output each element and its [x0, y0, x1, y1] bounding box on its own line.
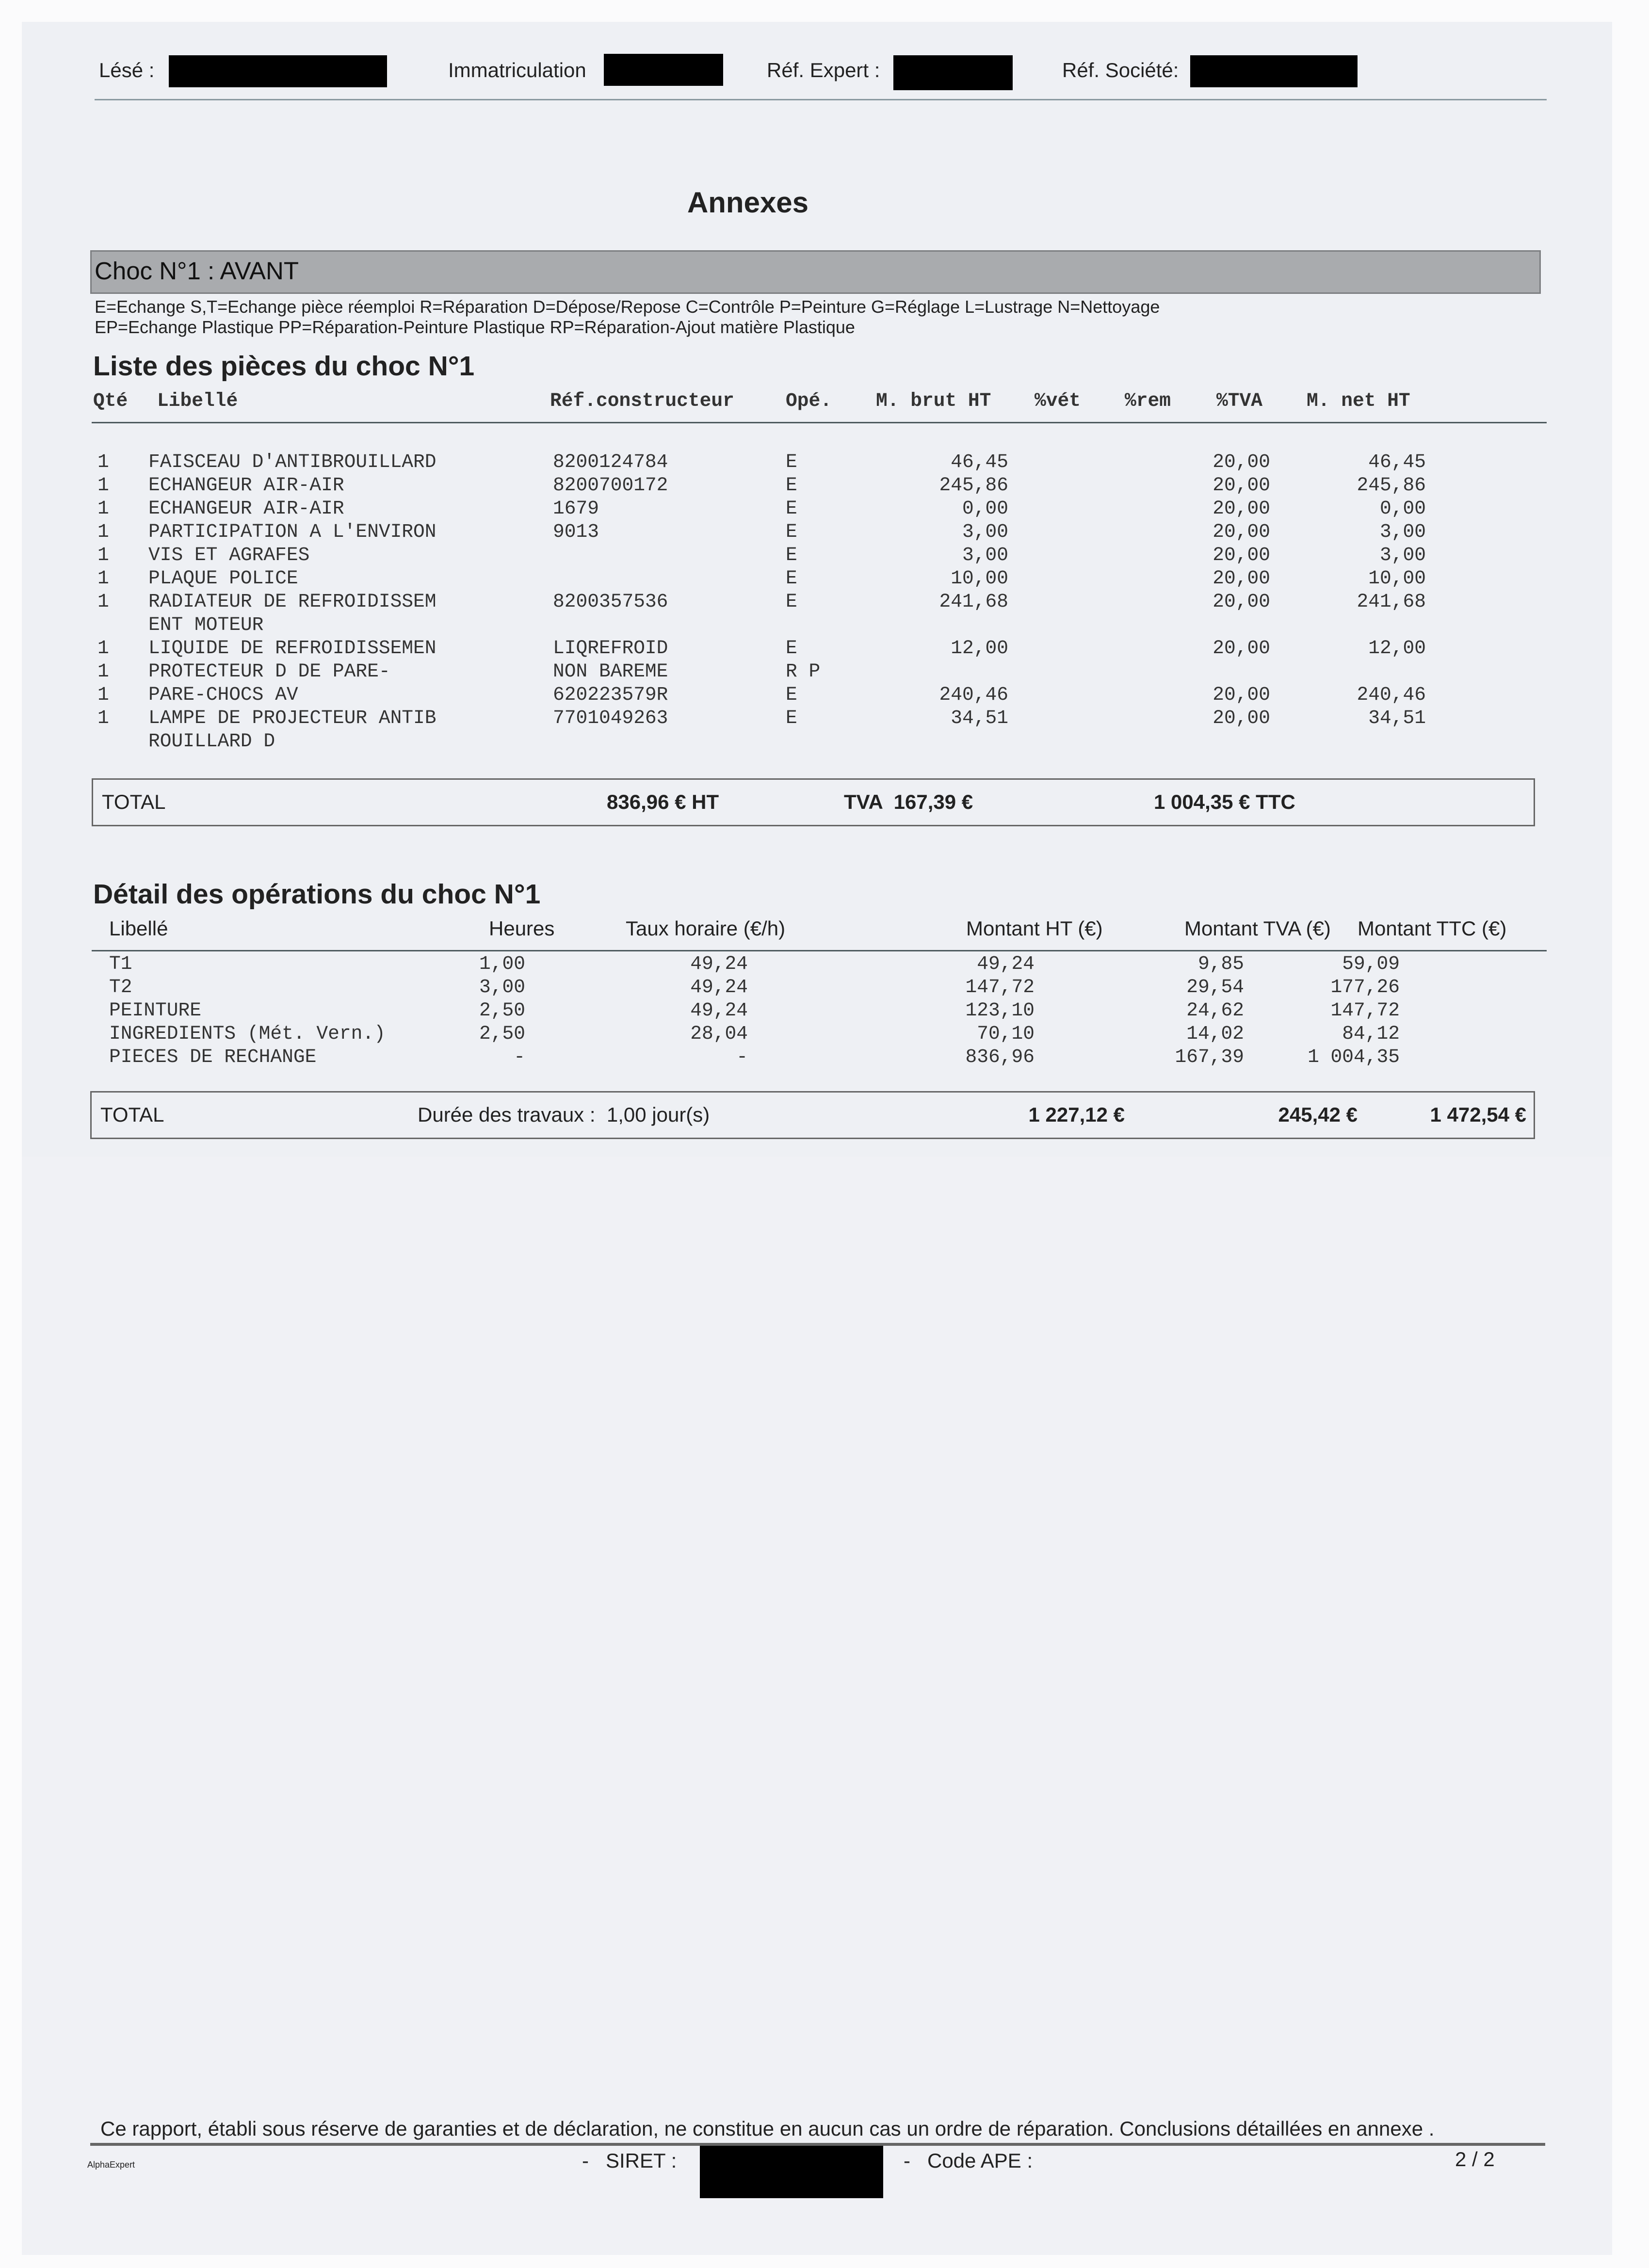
operations-cell-ht: 147,72	[965, 976, 1035, 998]
col-ref: Réf.constructeur	[550, 390, 734, 412]
operations-total-ht: 1 227,12 €	[1028, 1103, 1125, 1126]
parts-cell-tva: 20,00	[1212, 544, 1270, 566]
operations-cell-ttc: 147,72	[1330, 999, 1400, 1021]
operations-cell-label: T2	[109, 976, 132, 998]
operations-cell-hours: 1,00	[479, 953, 525, 975]
parts-cell-qty: 1	[97, 637, 109, 659]
redacted-lese	[169, 55, 387, 87]
parts-cell-tva: 20,00	[1212, 567, 1270, 589]
parts-cell-qty: 1	[97, 684, 109, 706]
parts-cell-tva: 20,00	[1212, 684, 1270, 706]
header-divider	[95, 99, 1547, 100]
parts-cell-tva: 20,00	[1212, 521, 1270, 543]
parts-cell-ope: E	[786, 474, 797, 496]
page-title: Annexes	[687, 188, 809, 220]
operations-cell-rate: 49,24	[690, 953, 748, 975]
choc-banner-label: Choc N°1 : AVANT	[95, 257, 299, 285]
parts-cell-net: 46,45	[1368, 451, 1426, 473]
parts-cell-label: LAMPE DE PROJECTEUR ANTIB	[148, 707, 436, 729]
parts-cell-label: PROTECTEUR D DE PARE-	[148, 660, 390, 682]
operations-cell-label: INGREDIENTS (Mét. Vern.)	[109, 1023, 386, 1045]
operations-cell-ttc: 177,26	[1330, 976, 1400, 998]
operations-cell-label: PIECES DE RECHANGE	[109, 1046, 317, 1068]
operations-cell-rate: 49,24	[690, 999, 748, 1021]
operations-cell-tva: 14,02	[1186, 1023, 1244, 1045]
parts-cell-ope: E	[786, 591, 797, 612]
operations-cell-ttc: 1 004,35	[1308, 1046, 1400, 1068]
operations-cell-hours: 2,50	[479, 999, 525, 1021]
parts-cell-ref: 8200357536	[553, 591, 668, 612]
parts-cell-ope: E	[786, 637, 797, 659]
immatriculation-label: Immatriculation	[448, 58, 586, 81]
parts-cell-qty: 1	[97, 544, 109, 566]
parts-cell-label: LIQUIDE DE REFROIDISSEMEN	[148, 637, 436, 659]
operations-cell-hours: -	[514, 1046, 525, 1068]
parts-cell-tva: 20,00	[1212, 498, 1270, 519]
parts-cell-tva: 20,00	[1212, 474, 1270, 496]
parts-cell-brut: 34,51	[951, 707, 1008, 729]
col-qty: Qté	[93, 390, 128, 412]
parts-header-row	[0, 390, 1649, 413]
parts-cell-net: 3,00	[1380, 544, 1426, 566]
op-col-hours: Heures	[489, 917, 555, 940]
siret-label: - SIRET :	[582, 2149, 677, 2172]
parts-cell-brut: 240,46	[939, 684, 1008, 706]
op-col-rate: Taux horaire (€/h)	[626, 917, 786, 940]
parts-cell-label: ECHANGEUR AIR-AIR	[148, 474, 344, 496]
parts-cell-label: PLAQUE POLICE	[148, 567, 298, 589]
op-col-label: Libellé	[109, 917, 168, 940]
operations-cell-ttc: 59,09	[1342, 953, 1400, 975]
parts-cell-brut: 0,00	[962, 498, 1008, 519]
col-brut: M. brut HT	[876, 390, 991, 412]
page-number: 2 / 2	[1455, 2147, 1495, 2171]
footer-disclaimer: Ce rapport, établi sous réserve de garanties et de déclaration, ne constitue en aucun cas un ordre de réparation. Conclusions détaillées en annexe .	[100, 2117, 1435, 2140]
op-col-tva: Montant TVA (€)	[1184, 917, 1331, 940]
parts-cell-brut: 46,45	[951, 451, 1008, 473]
operations-cell-label: T1	[109, 953, 132, 975]
parts-table-row	[0, 567, 1649, 591]
parts-cell-net: 12,00	[1368, 637, 1426, 659]
operations-cell-tva: 24,62	[1186, 999, 1244, 1021]
parts-table-row	[0, 451, 1649, 474]
parts-cell-net: 3,00	[1380, 521, 1426, 543]
legend-line-2: EP=Echange Plastique PP=Réparation-Peinture Plastique RP=Réparation-Ajout matière Plastique	[95, 317, 855, 338]
parts-cell-ope: R P	[786, 660, 821, 682]
operations-table-row	[0, 976, 1649, 999]
parts-total-ht: 836,96 € HT	[607, 790, 719, 813]
operations-cell-tva: 29,54	[1186, 976, 1244, 998]
parts-cell-qty: 1	[97, 451, 109, 473]
parts-cell-qty: 1	[97, 474, 109, 496]
redacted-ref-societe	[1190, 55, 1358, 87]
operations-total-label: TOTAL	[100, 1103, 164, 1126]
parts-cell-tva: 20,00	[1212, 637, 1270, 659]
parts-total-box	[92, 778, 1535, 826]
parts-cell-brut: 3,00	[962, 521, 1008, 543]
parts-cell-tva: 20,00	[1212, 707, 1270, 729]
sheet-lower-fold	[22, 1157, 1612, 2255]
parts-total-label: TOTAL	[102, 790, 166, 813]
operations-cell-ht: 836,96	[965, 1046, 1035, 1068]
parts-cell-qty: 1	[97, 567, 109, 589]
operations-cell-label: PEINTURE	[109, 999, 201, 1021]
ref-expert-label: Réf. Expert :	[767, 58, 880, 81]
parts-table-row	[0, 591, 1649, 614]
parts-cell-qty: 1	[97, 707, 109, 729]
parts-cell-tva: 20,00	[1212, 591, 1270, 612]
parts-cell-ref: 1679	[553, 498, 599, 519]
parts-cell-ope: E	[786, 684, 797, 706]
operations-cell-ht: 49,24	[977, 953, 1035, 975]
operations-cell-rate: 28,04	[690, 1023, 748, 1045]
software-name: AlphaExpert	[87, 2162, 135, 2171]
parts-cell-ref: 9013	[553, 521, 599, 543]
parts-cell-ref: LIQREFROID	[553, 637, 668, 659]
operations-cell-hours: 3,00	[479, 976, 525, 998]
redacted-immatriculation	[604, 54, 723, 86]
parts-cell-brut: 10,00	[951, 567, 1008, 589]
parts-cell-label: ECHANGEUR AIR-AIR	[148, 498, 344, 519]
parts-cell-qty: 1	[97, 521, 109, 543]
parts-cell-ope: E	[786, 451, 797, 473]
lese-label: Lésé :	[99, 58, 155, 81]
parts-table-row	[0, 684, 1649, 707]
parts-table-row	[0, 521, 1649, 544]
parts-cell-label: FAISCEAU D'ANTIBROUILLARD	[148, 451, 436, 473]
parts-cell-ope: E	[786, 567, 797, 589]
parts-cell-ref: NON BAREME	[553, 660, 668, 682]
operations-total-box	[90, 1091, 1535, 1139]
col-rem: %rem	[1125, 390, 1171, 412]
parts-cell-label: RADIATEUR DE REFROIDISSEM	[148, 591, 436, 612]
parts-total-tva: TVA 167,39 €	[844, 790, 973, 813]
legend-line-1: E=Echange S,T=Echange pièce réemploi R=Réparation D=Dépose/Repose C=Contrôle P=Peinture G=Réglage L=Lustrage N=Nettoyage	[95, 297, 1160, 317]
parts-cell-brut: 12,00	[951, 637, 1008, 659]
operations-header-divider	[92, 950, 1547, 951]
parts-table-row	[0, 660, 1649, 684]
parts-cell-qty: 1	[97, 660, 109, 682]
parts-cell-brut: 241,68	[939, 591, 1008, 612]
parts-table-row	[0, 544, 1649, 567]
parts-cell-label: PARTICIPATION A L'ENVIRON	[148, 521, 436, 543]
parts-table-row	[0, 614, 1649, 637]
operations-total-tva: 245,42 €	[1278, 1103, 1358, 1126]
parts-cell-ope: E	[786, 544, 797, 566]
col-ope: Opé.	[786, 390, 832, 412]
parts-table-row	[0, 730, 1649, 754]
operations-table-row	[0, 953, 1649, 976]
parts-cell-net: 240,46	[1357, 684, 1426, 706]
operations-cell-rate: 49,24	[690, 976, 748, 998]
parts-cell-label: ENT MOTEUR	[148, 614, 264, 636]
parts-cell-ope: E	[786, 707, 797, 729]
parts-cell-label: VIS ET AGRAFES	[148, 544, 310, 566]
parts-cell-brut: 245,86	[939, 474, 1008, 496]
parts-cell-net: 241,68	[1357, 591, 1426, 612]
code-ape-label: - Code APE :	[904, 2149, 1033, 2172]
operations-cell-hours: 2,50	[479, 1023, 525, 1045]
redacted-siret	[700, 2146, 883, 2198]
parts-cell-net: 0,00	[1380, 498, 1426, 519]
parts-section-title: Liste des pièces du choc N°1	[93, 352, 475, 383]
parts-table-row	[0, 707, 1649, 730]
parts-header-divider	[92, 422, 1547, 423]
operations-section-title: Détail des opérations du choc N°1	[93, 880, 541, 911]
parts-cell-ope: E	[786, 498, 797, 519]
col-net: M. net HT	[1307, 390, 1410, 412]
choc-banner	[90, 250, 1541, 294]
operations-cell-tva: 9,85	[1198, 953, 1244, 975]
parts-cell-tva: 20,00	[1212, 451, 1270, 473]
parts-table-row	[0, 474, 1649, 498]
operations-cell-tva: 167,39	[1175, 1046, 1244, 1068]
parts-cell-label: PARE-CHOCS AV	[148, 684, 298, 706]
parts-cell-ref: 8200700172	[553, 474, 668, 496]
parts-cell-ref: 620223579R	[553, 684, 668, 706]
parts-cell-net: 245,86	[1357, 474, 1426, 496]
col-vet: %vét	[1035, 390, 1081, 412]
parts-cell-qty: 1	[97, 591, 109, 612]
col-label: Libellé	[157, 390, 238, 412]
operations-total-ttc: 1 472,54 €	[1430, 1103, 1526, 1126]
operations-table-row	[0, 1023, 1649, 1046]
operations-cell-ttc: 84,12	[1342, 1023, 1400, 1045]
redacted-ref-expert	[893, 55, 1013, 90]
parts-cell-net: 34,51	[1368, 707, 1426, 729]
parts-cell-ref: 8200124784	[553, 451, 668, 473]
parts-cell-qty: 1	[97, 498, 109, 519]
parts-table-row	[0, 637, 1649, 660]
op-col-ttc: Montant TTC (€)	[1358, 917, 1507, 940]
operations-table-row	[0, 1046, 1649, 1069]
ref-societe-label: Réf. Société:	[1062, 58, 1179, 81]
op-col-ht: Montant HT (€)	[966, 917, 1103, 940]
parts-cell-ref: 7701049263	[553, 707, 668, 729]
operations-cell-ht: 123,10	[965, 999, 1035, 1021]
operations-table-row	[0, 999, 1649, 1023]
operations-cell-rate: -	[736, 1046, 748, 1068]
parts-cell-label: ROUILLARD D	[148, 730, 275, 752]
parts-table-row	[0, 498, 1649, 521]
parts-cell-net: 10,00	[1368, 567, 1426, 589]
parts-cell-ope: E	[786, 521, 797, 543]
parts-cell-brut: 3,00	[962, 544, 1008, 566]
operations-cell-ht: 70,10	[977, 1023, 1035, 1045]
parts-total-ttc: 1 004,35 € TTC	[1154, 790, 1295, 813]
work-duration: Durée des travaux : 1,00 jour(s)	[418, 1103, 710, 1126]
col-tva: %TVA	[1216, 390, 1262, 412]
